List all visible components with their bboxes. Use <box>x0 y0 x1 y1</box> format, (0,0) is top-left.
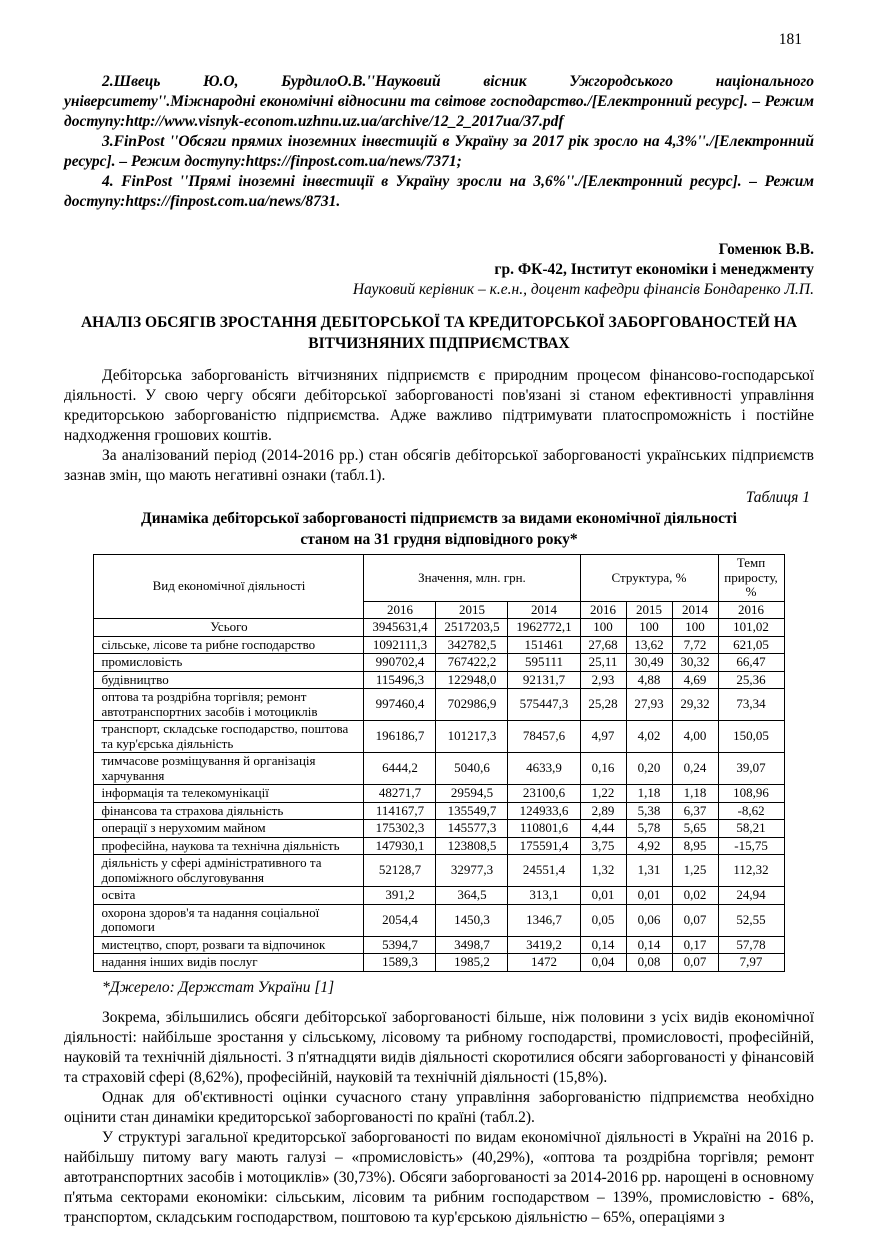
page-number: 181 <box>778 31 802 48</box>
value-cell: 7,72 <box>672 636 718 654</box>
value-cell: 123808,5 <box>436 837 508 855</box>
value-cell: 0,16 <box>580 753 626 785</box>
value-cell: 0,07 <box>672 954 718 972</box>
value-cell: 100 <box>672 619 718 637</box>
value-cell: 101217,3 <box>436 721 508 753</box>
value-cell: 621,05 <box>718 636 784 654</box>
table-body <box>94 619 784 972</box>
value-cell: 52,55 <box>718 904 784 936</box>
value-cell: 23100,6 <box>508 785 580 803</box>
paragraph: За аналізований період (2014-2016 рр.) стан обсягів дебіторської заборгованості українських підприємств зазнав змін, що мають негативні ознаки (табл.1). <box>64 447 814 484</box>
value-cell: 1450,3 <box>436 904 508 936</box>
author-block <box>64 240 814 300</box>
value-cell: 151461 <box>508 636 580 654</box>
value-cell: 1,32 <box>580 855 626 887</box>
value-cell: 25,11 <box>580 654 626 672</box>
value-cell: 391,2 <box>364 887 436 905</box>
value-cell: 175302,3 <box>364 820 436 838</box>
value-cell: 135549,7 <box>436 802 508 820</box>
value-cell: 0,07 <box>672 904 718 936</box>
value-cell: 48271,7 <box>364 785 436 803</box>
value-cell: -15,75 <box>718 837 784 855</box>
table-header-row <box>94 555 784 602</box>
value-cell: 0,05 <box>580 904 626 936</box>
value-cell: 114167,7 <box>364 802 436 820</box>
activity-type-cell: оптова та роздрібна торгівля; ремонт автотранспортних засобів і мотоциклів <box>94 689 364 721</box>
header-activity-type: Вид економічної діяльності <box>94 555 364 619</box>
value-cell: 342782,5 <box>436 636 508 654</box>
header-group-structure: Структура, % <box>580 555 718 602</box>
activity-type-cell: фінансова та страхова діяльність <box>94 802 364 820</box>
value-cell: 767422,2 <box>436 654 508 672</box>
activity-type-cell: будівництво <box>94 671 364 689</box>
value-cell: 5040,6 <box>436 753 508 785</box>
value-cell: 6,37 <box>672 802 718 820</box>
table-label: Таблиця 1 <box>745 489 810 506</box>
table-title <box>64 508 814 550</box>
value-cell: 110801,6 <box>508 820 580 838</box>
value-cell: 4,69 <box>672 671 718 689</box>
paragraph: Зокрема, збільшились обсяги дебіторської заборгованості більше, ніж половини з усіх видів економічної діяльності: найбільше зростання у сільському, лісовому та рибному господарстві, промисловості, професійній, науковій та технічній діяльності. З п'ятнадцяти видів діяльності скоротилися обсяги заборгованості у фінансовій та страховій сфері (8,62%), професійній, науковій та технічній діяльності (15,8%). <box>64 1008 814 1086</box>
value-cell: 27,68 <box>580 636 626 654</box>
table-row <box>94 721 784 753</box>
table-row <box>94 887 784 905</box>
value-cell: 997460,4 <box>364 689 436 721</box>
table-row <box>94 654 784 672</box>
value-cell: 0,14 <box>580 936 626 954</box>
activity-type-cell: операції з нерухомим майном <box>94 820 364 838</box>
value-cell: 6444,2 <box>364 753 436 785</box>
value-cell: 4,97 <box>580 721 626 753</box>
value-cell: 5,65 <box>672 820 718 838</box>
year-header-cell: 2015 <box>626 601 672 619</box>
activity-type-cell: мистецтво, спорт, розваги та відпочинок <box>94 936 364 954</box>
value-cell: 39,07 <box>718 753 784 785</box>
value-cell: 92131,7 <box>508 671 580 689</box>
value-cell: 7,97 <box>718 954 784 972</box>
value-cell: 0,08 <box>626 954 672 972</box>
value-cell: 108,96 <box>718 785 784 803</box>
value-cell: 1,18 <box>672 785 718 803</box>
references-list <box>64 72 814 212</box>
value-cell: 29594,5 <box>436 785 508 803</box>
value-cell: 595111 <box>508 654 580 672</box>
value-cell: 32977,3 <box>436 855 508 887</box>
table-row <box>94 785 784 803</box>
activity-type-cell: освіта <box>94 887 364 905</box>
value-cell: 175591,4 <box>508 837 580 855</box>
paragraph: Однак для об'єктивності оцінки сучасного стану управління заборгованістю підприємства необхідно оцінити стан динаміки кредиторської заборгованості по країні (табл.2). <box>64 1088 814 1126</box>
value-cell: 2517203,5 <box>436 619 508 637</box>
value-cell: 30,32 <box>672 654 718 672</box>
value-cell: 1,31 <box>626 855 672 887</box>
activity-type-cell: тимчасове розміщування й організація харчування <box>94 753 364 785</box>
value-cell: 73,34 <box>718 689 784 721</box>
value-cell: 0,02 <box>672 887 718 905</box>
value-cell: 115496,3 <box>364 671 436 689</box>
paragraph: У структурі загальної кредиторської заборгованості по видам економічної діяльності в Україні на 2016 р. найбільшу питому вагу мають галузі – «промисловість» (40,29%), «оптова та роздрібна торгівля; ремонт автотранспортних засобів і мотоциклів» (30,73%). Обсяги заборгованості за 2014-2016 рр. нарощені в основному п'ятьма секторами економіки: сільським, лісовим та рибним господарством – 139%, промисловістю - 68%, транспортом, складським господарством, поштовою та кур'єрською діяльністю – 65%, операціями з <box>64 1128 814 1226</box>
year-header-cell: 2016 <box>718 601 784 619</box>
table-row <box>94 671 784 689</box>
activity-type-cell: інформація та телекомунікації <box>94 785 364 803</box>
value-cell: 5,78 <box>626 820 672 838</box>
year-header-cell: 2016 <box>580 601 626 619</box>
author-name: Гоменюк В.В. <box>718 241 814 258</box>
value-cell: 4633,9 <box>508 753 580 785</box>
table-title-line2: станом на 31 грудня відповідного року* <box>300 531 578 548</box>
value-cell: 122948,0 <box>436 671 508 689</box>
value-cell: 1472 <box>508 954 580 972</box>
value-cell: 8,95 <box>672 837 718 855</box>
author-affiliation: гр. ФК-42, Інститут економіки і менеджменту <box>494 261 814 278</box>
value-cell: 990702,4 <box>364 654 436 672</box>
value-cell: 145577,3 <box>436 820 508 838</box>
activity-type-cell: сільське, лісове та рибне господарство <box>94 636 364 654</box>
value-cell: 0,14 <box>626 936 672 954</box>
value-cell: 1985,2 <box>436 954 508 972</box>
table-row <box>94 619 784 637</box>
activity-type-cell: Усього <box>94 619 364 637</box>
value-cell: 29,32 <box>672 689 718 721</box>
activity-type-cell: надання інших видів послуг <box>94 954 364 972</box>
activity-type-cell: охорона здоров'я та надання соціальної допомоги <box>94 904 364 936</box>
activity-type-cell: професійна, наукова та технічна діяльність <box>94 837 364 855</box>
supervisor-line: Науковий керівник – к.е.н., доцент кафедри фінансів Бондаренко Л.П. <box>352 281 814 298</box>
value-cell: 112,32 <box>718 855 784 887</box>
value-cell: 0,04 <box>580 954 626 972</box>
value-cell: 313,1 <box>508 887 580 905</box>
value-cell: 13,62 <box>626 636 672 654</box>
table-row <box>94 936 784 954</box>
value-cell: 5394,7 <box>364 936 436 954</box>
table-title-line1: Динаміка дебіторської заборгованості підприємств за видами економічної діяльності <box>141 510 737 527</box>
value-cell: 4,44 <box>580 820 626 838</box>
value-cell: 1,22 <box>580 785 626 803</box>
value-cell: 147930,1 <box>364 837 436 855</box>
activity-type-cell: діяльність у сфері адміністративного та допоміжного обслуговування <box>94 855 364 887</box>
paragraph: Дебіторська заборгованість вітчизняних підприємств є природним процесом фінансово-господарської діяльності. У свою чергу обсяги дебіторської заборгованості пов'язані зі станом ефективності управління кредиторською заборгованістю підприємства. Адже важливо підтримувати платоспроможність і постійне надходження грошових коштів. <box>64 367 814 444</box>
value-cell: -8,62 <box>718 802 784 820</box>
value-cell: 0,17 <box>672 936 718 954</box>
value-cell: 1,25 <box>672 855 718 887</box>
value-cell: 25,28 <box>580 689 626 721</box>
value-cell: 0,06 <box>626 904 672 936</box>
value-cell: 24551,4 <box>508 855 580 887</box>
value-cell: 3945631,4 <box>364 619 436 637</box>
reference-item: 4. FinPost ''Прямі іноземні інвестиції в Україну зросли на 3,6%''./[Електронний ресурс]. – Режим доступу:https://finpost.com.ua/news/8731. <box>64 173 814 210</box>
table-row <box>94 802 784 820</box>
value-cell: 0,20 <box>626 753 672 785</box>
table-row <box>94 820 784 838</box>
value-cell: 3498,7 <box>436 936 508 954</box>
reference-item: 3.FinPost ''Обсяги прямих іноземних інвестицій в Україну за 2017 рік зросло на 4,3%''./[Електронний ресурс]. – Режим доступу:https://finpost.com.ua/news/7371; <box>64 133 814 170</box>
value-cell: 101,02 <box>718 619 784 637</box>
value-cell: 57,78 <box>718 936 784 954</box>
value-cell: 0,01 <box>626 887 672 905</box>
value-cell: 66,47 <box>718 654 784 672</box>
value-cell: 1,18 <box>626 785 672 803</box>
table-row <box>94 904 784 936</box>
value-cell: 100 <box>580 619 626 637</box>
article-title: АНАЛІЗ ОБСЯГІВ ЗРОСТАННЯ ДЕБІТОРСЬКОЇ ТА КРЕДИТОРСЬКОЇ ЗАБОРГОВАНОСТЕЙ НА ВІТЧИЗНЯНИХ ПІДПРИЄМСТВАХ <box>80 314 798 352</box>
reference-item: 2.Швець Ю.О, БурдилоО.В.''Науковий вісник Ужгородського національного університету''.Міжнародні економічні відносини та світове господарство./[Електронний ресурс]. – Режим доступу:http://www.visnyk-econom.uzhnu.uz.ua/archive/12_2_2017ua/37.pdf <box>64 73 814 130</box>
value-cell: 24,94 <box>718 887 784 905</box>
value-cell: 1589,3 <box>364 954 436 972</box>
table-row <box>94 837 784 855</box>
header-group-value: Значення, млн. грн. <box>364 555 580 602</box>
value-cell: 58,21 <box>718 820 784 838</box>
year-header-cell: 2014 <box>508 601 580 619</box>
value-cell: 4,88 <box>626 671 672 689</box>
value-cell: 124933,6 <box>508 802 580 820</box>
table-row <box>94 954 784 972</box>
value-cell: 0,01 <box>580 887 626 905</box>
year-header-cell: 2016 <box>364 601 436 619</box>
value-cell: 2054,4 <box>364 904 436 936</box>
table-row <box>94 753 784 785</box>
table-source-note: *Джерело: Держстат України [1] <box>102 978 335 996</box>
value-cell: 364,5 <box>436 887 508 905</box>
debt-dynamics-table <box>93 554 784 972</box>
value-cell: 196186,7 <box>364 721 436 753</box>
year-header-cell: 2015 <box>436 601 508 619</box>
value-cell: 2,93 <box>580 671 626 689</box>
activity-type-cell: транспорт, складське господарство, поштова та кур'єрська діяльність <box>94 721 364 753</box>
value-cell: 4,02 <box>626 721 672 753</box>
table-row <box>94 855 784 887</box>
value-cell: 702986,9 <box>436 689 508 721</box>
table-row <box>94 689 784 721</box>
value-cell: 150,05 <box>718 721 784 753</box>
value-cell: 3,75 <box>580 837 626 855</box>
value-cell: 1092111,3 <box>364 636 436 654</box>
value-cell: 52128,7 <box>364 855 436 887</box>
value-cell: 575447,3 <box>508 689 580 721</box>
value-cell: 4,92 <box>626 837 672 855</box>
value-cell: 100 <box>626 619 672 637</box>
value-cell: 1346,7 <box>508 904 580 936</box>
value-cell: 5,38 <box>626 802 672 820</box>
value-cell: 27,93 <box>626 689 672 721</box>
value-cell: 0,24 <box>672 753 718 785</box>
value-cell: 3419,2 <box>508 936 580 954</box>
value-cell: 1962772,1 <box>508 619 580 637</box>
table-row <box>94 636 784 654</box>
value-cell: 2,89 <box>580 802 626 820</box>
year-header-cell: 2014 <box>672 601 718 619</box>
value-cell: 25,36 <box>718 671 784 689</box>
value-cell: 30,49 <box>626 654 672 672</box>
header-group-growth: Темп приросту, % <box>718 555 784 602</box>
activity-type-cell: промисловість <box>94 654 364 672</box>
value-cell: 78457,6 <box>508 721 580 753</box>
value-cell: 4,00 <box>672 721 718 753</box>
